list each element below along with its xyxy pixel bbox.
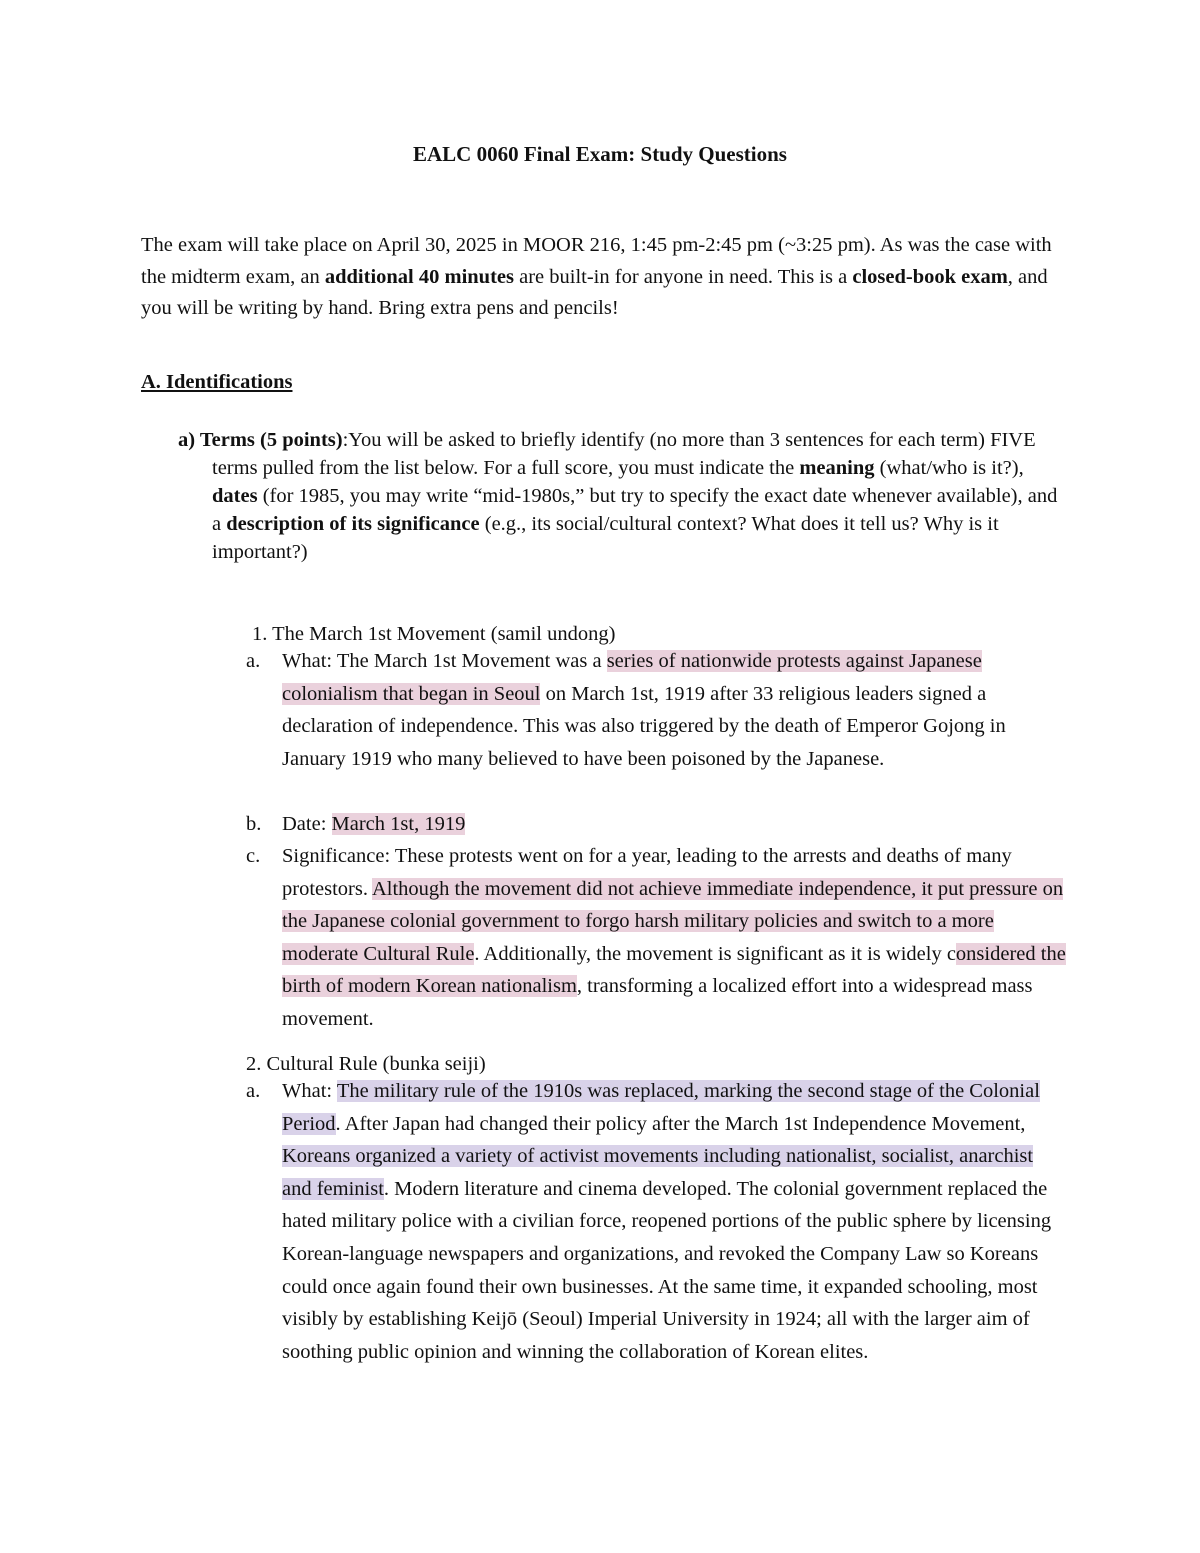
item-1-significance-marker: c. — [246, 845, 261, 867]
item-1-significance-text-3: , transforming a localized effort into a widespread mass movement. — [282, 975, 1033, 1030]
section-a-heading: A. Identifications — [141, 371, 293, 393]
terms-bold-meaning: meaning — [799, 457, 875, 479]
terms-text-4: (e.g., its social/cultural context? What does it tell us? Why is it important?) — [212, 513, 999, 563]
item-1-significance-highlight-1: Although the movement did not achieve immediate independence, it put pressure on the Japanese colonial government to forgo harsh military policies and switch to a more moderate Cultural Rule — [282, 877, 1064, 965]
intro-bold-additional-minutes: additional 40 minutes — [324, 265, 514, 288]
terms-bold-dates: dates — [212, 485, 258, 507]
item-2-what-text-3: . Modern literature and cinema developed. The colonial government replaced the hated military police with a civilian force, reopened portions of the public sphere by licensing Korean-language newspapers and organizations, and revoked the Company Law so Koreans could once again found their own businesses. At the same time, it expanded schooling, most visibly by establishing Keijō (Seoul) Imperial University in 1924; all with the larger aim of soothing public opinion and winning the collaboration of Korean elites. — [282, 1177, 1052, 1363]
item-2-what-text-2: . After Japan had changed their policy after the March 1st Independence Movement, — [335, 1112, 1026, 1135]
item-2-title: 2. Cultural Rule (bunka seiji) — [246, 1053, 486, 1075]
intro-bold-closed-book: closed-book exam — [852, 265, 1008, 288]
item-1-date-text: Date: — [282, 813, 332, 835]
item-2-what-marker: a. — [246, 1080, 261, 1102]
item-1-date — [246, 808, 1066, 841]
terms-text-1: :You will be asked to briefly identify (no more than 3 sentences for each term) FIVE terms pulled from the list below. For a full score, you must indicate the — [212, 429, 1036, 479]
terms-label: a) Terms (5 points) — [178, 429, 343, 451]
item-1-what-highlight-1: series of nationwide protests against Japanese colonialism that began in Seoul — [282, 650, 982, 705]
item-1-significance-highlight-2: onsidered the birth of modern Korean nationalism — [282, 942, 1066, 998]
terms-instructions — [178, 426, 1058, 566]
item-1-significance-text-2: . Additionally, the movement is significant as it is widely c — [474, 942, 956, 965]
intro-text-1: The exam will take place on April 30, 2025 in MOOR 216, 1:45 pm-2:45 pm (~3:25 pm). As was the case with the midterm exam, an — [141, 234, 1052, 288]
item-2-what-highlight-1: The military rule of the 1910s was replaced, marking the second stage of the Colonial Period — [282, 1080, 1040, 1135]
item-1-date-marker: b. — [246, 813, 262, 835]
terms-bold-significance: description of its significance — [226, 513, 480, 535]
item-1-significance — [246, 840, 1066, 1036]
item-1-what-text-2: on March 1st, 1919 after 33 religious leaders signed a declaration of independence. This was also triggered by the death of Emperor Gojong in January 1919 who many believed to have been poisoned by the Japanese. — [282, 682, 1006, 770]
exam-intro-paragraph — [141, 230, 1061, 325]
item-1-what — [246, 645, 1066, 775]
item-1-what-marker: a. — [246, 650, 261, 672]
terms-text-2: (what/who is it?), — [874, 457, 1024, 479]
intro-text-3: , and you will be writing by hand. Bring extra pens and pencils! — [141, 265, 1048, 319]
item-2-what-highlight-2: Koreans organized a variety of activist movements including nationalist, socialist, anarchist and feminist — [282, 1145, 1034, 1200]
item-2-what-text-1: What: — [282, 1080, 337, 1102]
intro-text-2: are built-in for anyone in need. This is a — [513, 265, 853, 288]
terms-text-3: (for 1985, you may write “mid-1980s,” but try to specify the exact date whenever available), and a — [212, 485, 1058, 535]
item-1-date-highlight: March 1st, 1919 — [331, 813, 466, 835]
document-title: EALC 0060 Final Exam: Study Questions — [413, 142, 787, 166]
item-2-what — [246, 1075, 1066, 1368]
item-1-significance-text-1: Significance: These protests went on for a year, leading to the arrests and deaths of many protestors. — [282, 845, 1012, 900]
item-1-what-text-1: What: The March 1st Movement was a — [282, 650, 607, 672]
item-1-title: 1. The March 1st Movement (samil undong) — [252, 623, 616, 645]
